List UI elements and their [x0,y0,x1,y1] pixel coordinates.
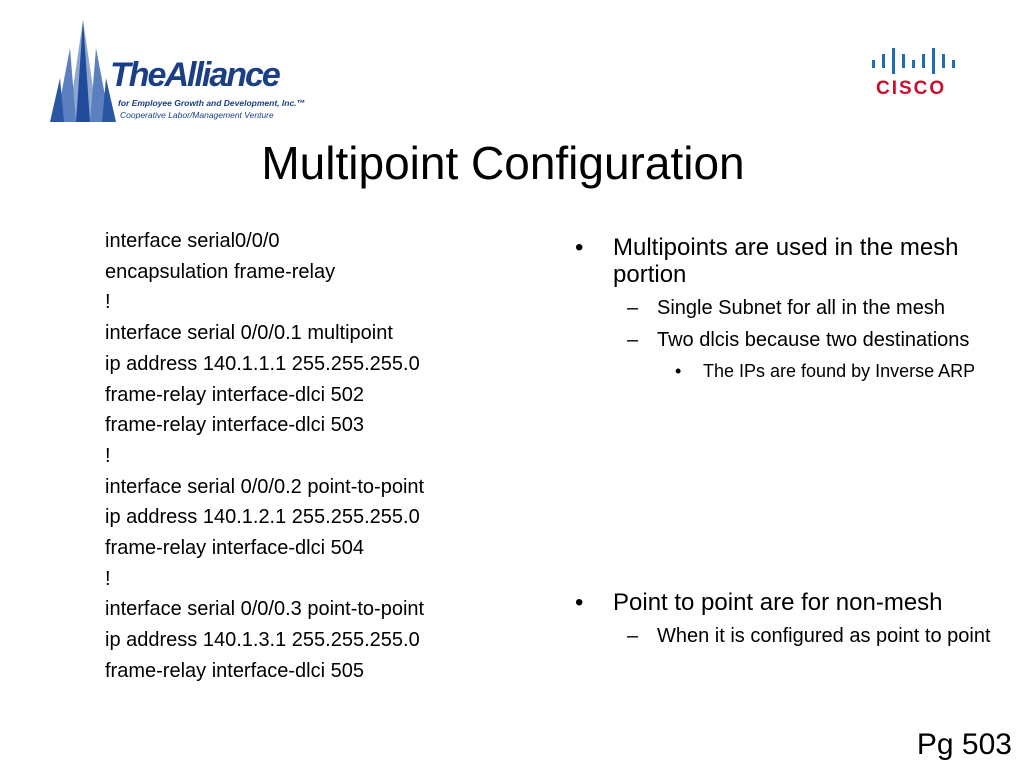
config-line: interface serial0/0/0 [105,230,280,252]
bullet-dot-icon: • [675,361,682,381]
sub-bullet-text: Single Subnet for all in the mesh [657,297,945,319]
dash-icon: – [627,625,639,647]
config-line: interface serial 0/0/0.1 multipoint [105,322,393,345]
sub-bullet-item [575,624,995,648]
cisco-logo [866,42,966,102]
config-line: ! [105,444,111,467]
config-line: ip address 140.1.1.1 255.255.255.0 [105,352,420,375]
config-line: ip address 140.1.2.1 255.255.255.0 [105,506,420,529]
config-line: interface serial 0/0/0.3 point-to-point [105,598,425,621]
config-line: frame-relay interface-dlci 505 [105,659,364,682]
sub-bullet-item [575,296,995,320]
sub-bullet-item [575,328,995,352]
bullet-item [575,589,995,616]
sub-bullet-text: When it is configured as point to point [657,625,991,647]
bullet-group-multipoint [575,234,995,382]
alliance-tower-icon [48,18,118,126]
bullet-dot-icon: • [575,234,584,261]
config-line: ! [105,291,111,314]
alliance-name: TheAlliance [110,56,279,94]
cisco-wordmark: CISCO [876,78,947,99]
config-line: frame-relay interface-dlci 502 [105,383,364,406]
dash-icon: – [627,297,639,319]
bullet-group-point-to-point [575,589,995,648]
bullet-item [575,234,995,288]
alliance-subtitle: for Employee Growth and Development, Inc.™ [118,98,306,108]
sub-bullet-text: Two dlcis because two destinations [657,329,970,351]
config-line: frame-relay interface-dlci 503 [105,414,364,437]
sub-sub-bullet-text: The IPs are found by Inverse ARP [703,361,976,381]
alliance-logo [48,18,308,126]
config-line: frame-relay interface-dlci 504 [105,537,364,560]
config-line: encapsulation frame-relay [105,260,336,283]
alliance-venture: Cooperative Labor/Management Venture [120,110,274,120]
page-number: Pg 503 [916,728,1012,761]
cisco-bars-icon [870,46,962,76]
bullet-dot-icon: • [575,589,584,616]
config-line: interface serial 0/0/0.2 point-to-point [105,475,425,498]
dash-icon: – [627,329,639,351]
config-line: ! [105,567,111,590]
slide-title: Multipoint Configuration [261,137,745,189]
bullet-text: Multipoints are used in the mesh portion [613,234,959,288]
bullet-text: Point to point are for non-mesh [613,589,943,616]
config-listing [105,226,424,687]
config-line: ip address 140.1.3.1 255.255.255.0 [105,629,420,652]
sub-sub-bullet-item [575,360,995,382]
